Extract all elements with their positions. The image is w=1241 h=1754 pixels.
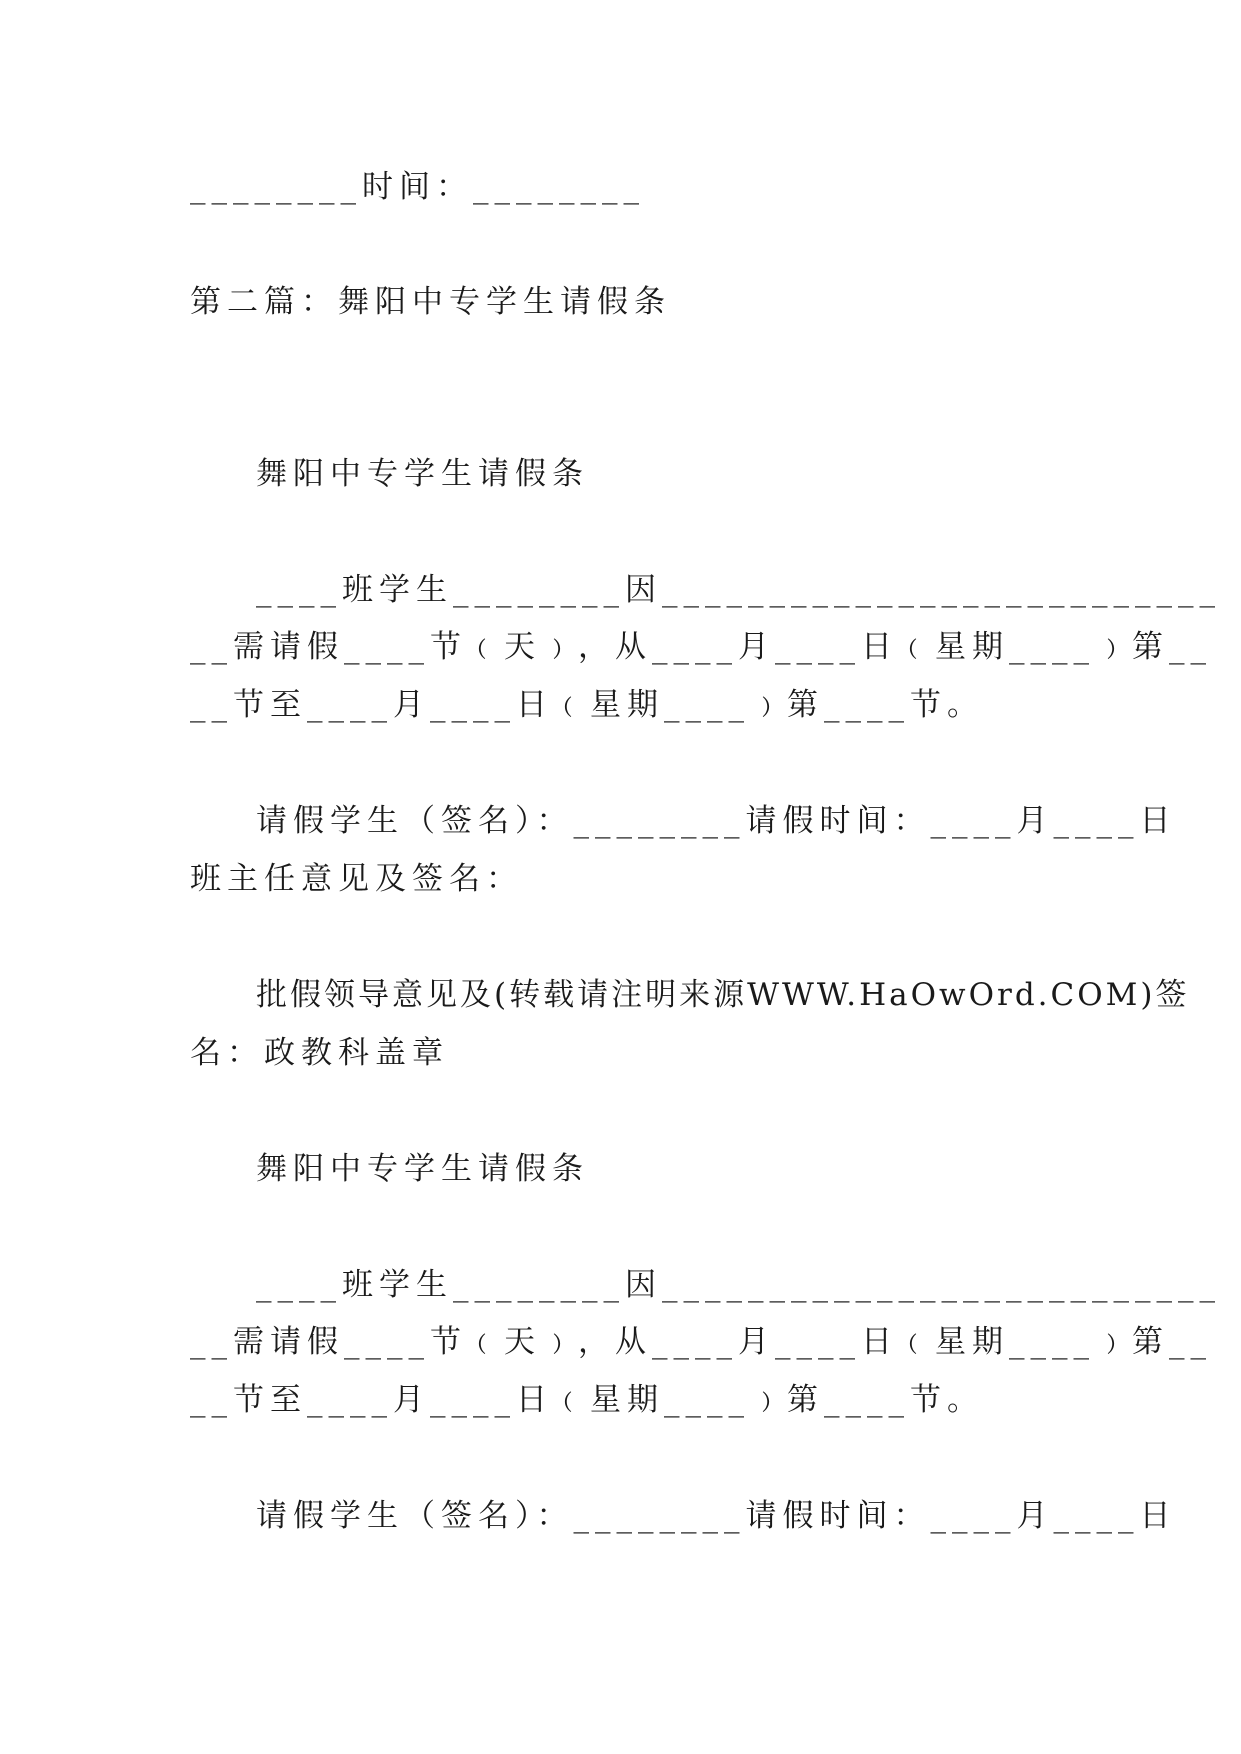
slip1-body-line1: ____班学生________因__________________________ bbox=[256, 572, 1221, 608]
slip1-body-line2: __需请假____节﹙天﹚，从____月____日﹙星期____﹚第__ bbox=[190, 629, 1212, 665]
slip2-body-line3: __节至____月____日﹙星期____﹚第____节。 bbox=[190, 1382, 984, 1418]
section-heading: 第二篇：舞阳中专学生请假条 bbox=[190, 284, 671, 320]
slip1-approval-line1: 批假领导意见及(转载请注明来源WWW.HaOwOrd.COM)签 bbox=[256, 977, 1190, 1013]
slip2-body-line2: __需请假____节﹙天﹚，从____月____日﹙星期____﹚第__ bbox=[190, 1324, 1212, 1360]
slip1-teacher-line: 班主任意见及签名： bbox=[190, 861, 523, 897]
slip2-signature-line: 请假学生（签名）：________请假时间：____月____日 bbox=[256, 1498, 1177, 1534]
slip1-body-line3: __节至____月____日﹙星期____﹚第____节。 bbox=[190, 687, 984, 723]
slip2-title: 舞阳中专学生请假条 bbox=[256, 1151, 589, 1187]
slip1-title: 舞阳中专学生请假条 bbox=[256, 456, 589, 492]
slip2-body-line1: ____班学生________因__________________________ bbox=[256, 1267, 1221, 1303]
slip1-signature-line: 请假学生（签名）：________请假时间：____月____日 bbox=[256, 803, 1177, 839]
slip1-approval-line2: 名：政教科盖章 bbox=[190, 1035, 449, 1071]
previous-time-line: ________时间：________ bbox=[190, 169, 645, 205]
